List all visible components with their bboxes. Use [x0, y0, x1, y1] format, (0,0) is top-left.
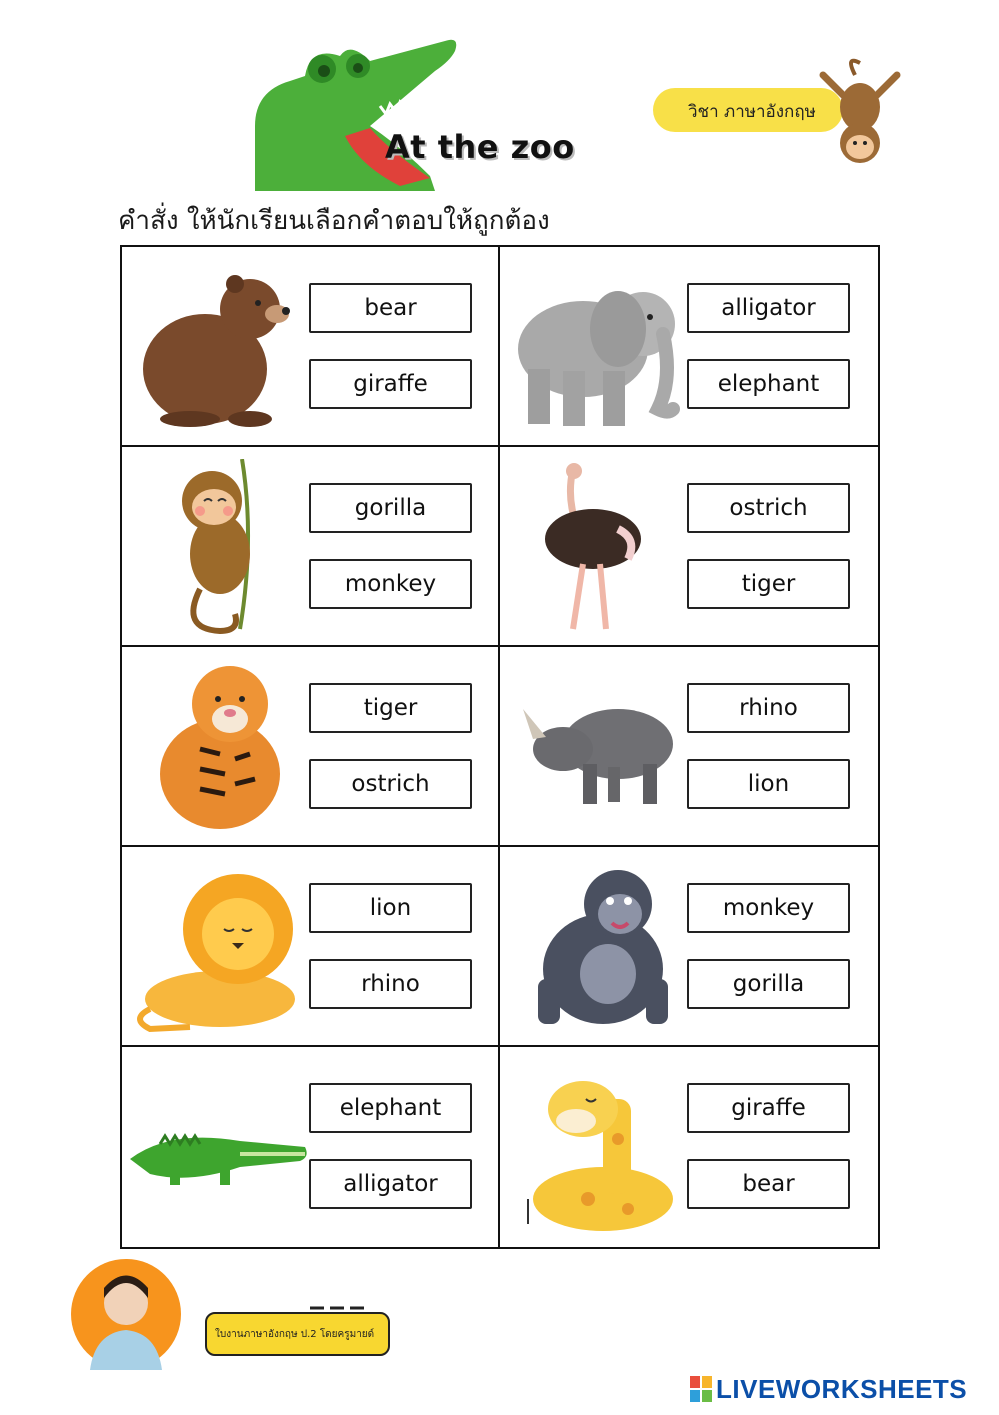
card-monkey	[122, 447, 500, 647]
answer-option[interactable]: lion	[309, 883, 472, 933]
answer-option[interactable]: giraffe	[309, 359, 472, 409]
answer-option[interactable]: ostrich	[687, 483, 850, 533]
decorative-dashes	[310, 1306, 370, 1310]
bear-image	[130, 259, 310, 434]
answer-option[interactable]: ostrich	[309, 759, 472, 809]
subject-label: วิชา ภาษาอังกฤษ	[688, 102, 816, 122]
crocodile-head-illustration	[250, 36, 465, 196]
teacher-avatar	[70, 1258, 182, 1370]
answer-option[interactable]: bear	[309, 283, 472, 333]
credit-note-text: ใบงานภาษาอังกฤษ ป.2 โดยครูมายด์	[215, 1329, 375, 1340]
card-rhino	[500, 647, 878, 847]
card-elephant	[500, 247, 878, 447]
answer-option[interactable]: alligator	[687, 283, 850, 333]
answer-option[interactable]: gorilla	[687, 959, 850, 1009]
answer-option[interactable]: gorilla	[309, 483, 472, 533]
giraffe-image	[508, 1059, 688, 1234]
gorilla-image	[508, 859, 688, 1034]
card-lion	[122, 847, 500, 1047]
lion-image	[130, 859, 310, 1034]
card-gorilla	[500, 847, 878, 1047]
alligator-image	[130, 1059, 310, 1234]
hanging-monkey-illustration	[815, 55, 905, 175]
instruction-text: คำสั่ง ให้นักเรียนเลือกคำตอบให้ถูกต้อง	[118, 206, 550, 236]
answer-option[interactable]: alligator	[309, 1159, 472, 1209]
answer-option[interactable]: lion	[687, 759, 850, 809]
liveworksheets-brand[interactable]: LIVEWORKSHEETS	[716, 1374, 968, 1404]
answer-option[interactable]: bear	[687, 1159, 850, 1209]
answer-option[interactable]: giraffe	[687, 1083, 850, 1133]
answer-option[interactable]: rhino	[309, 959, 472, 1009]
answer-option[interactable]: tiger	[309, 683, 472, 733]
monkey-image	[130, 459, 310, 634]
answer-option[interactable]: tiger	[687, 559, 850, 609]
answer-option[interactable]: monkey	[687, 883, 850, 933]
ostrich-image	[508, 459, 688, 634]
elephant-image	[508, 259, 688, 434]
rhino-image	[508, 659, 688, 834]
answer-option[interactable]: rhino	[687, 683, 850, 733]
answer-option[interactable]: elephant	[687, 359, 850, 409]
card-alligator	[122, 1047, 500, 1247]
tiger-image	[130, 659, 310, 834]
animal-card-grid	[120, 245, 880, 1249]
card-tiger	[122, 647, 500, 847]
card-ostrich	[500, 447, 878, 647]
answer-option[interactable]: elephant	[309, 1083, 472, 1133]
answer-option[interactable]: monkey	[309, 559, 472, 609]
card-giraffe	[500, 1047, 878, 1247]
worksheet-title: At the zoo	[385, 128, 575, 166]
card-bear	[122, 247, 500, 447]
liveworksheets-logo-icon	[690, 1376, 712, 1402]
